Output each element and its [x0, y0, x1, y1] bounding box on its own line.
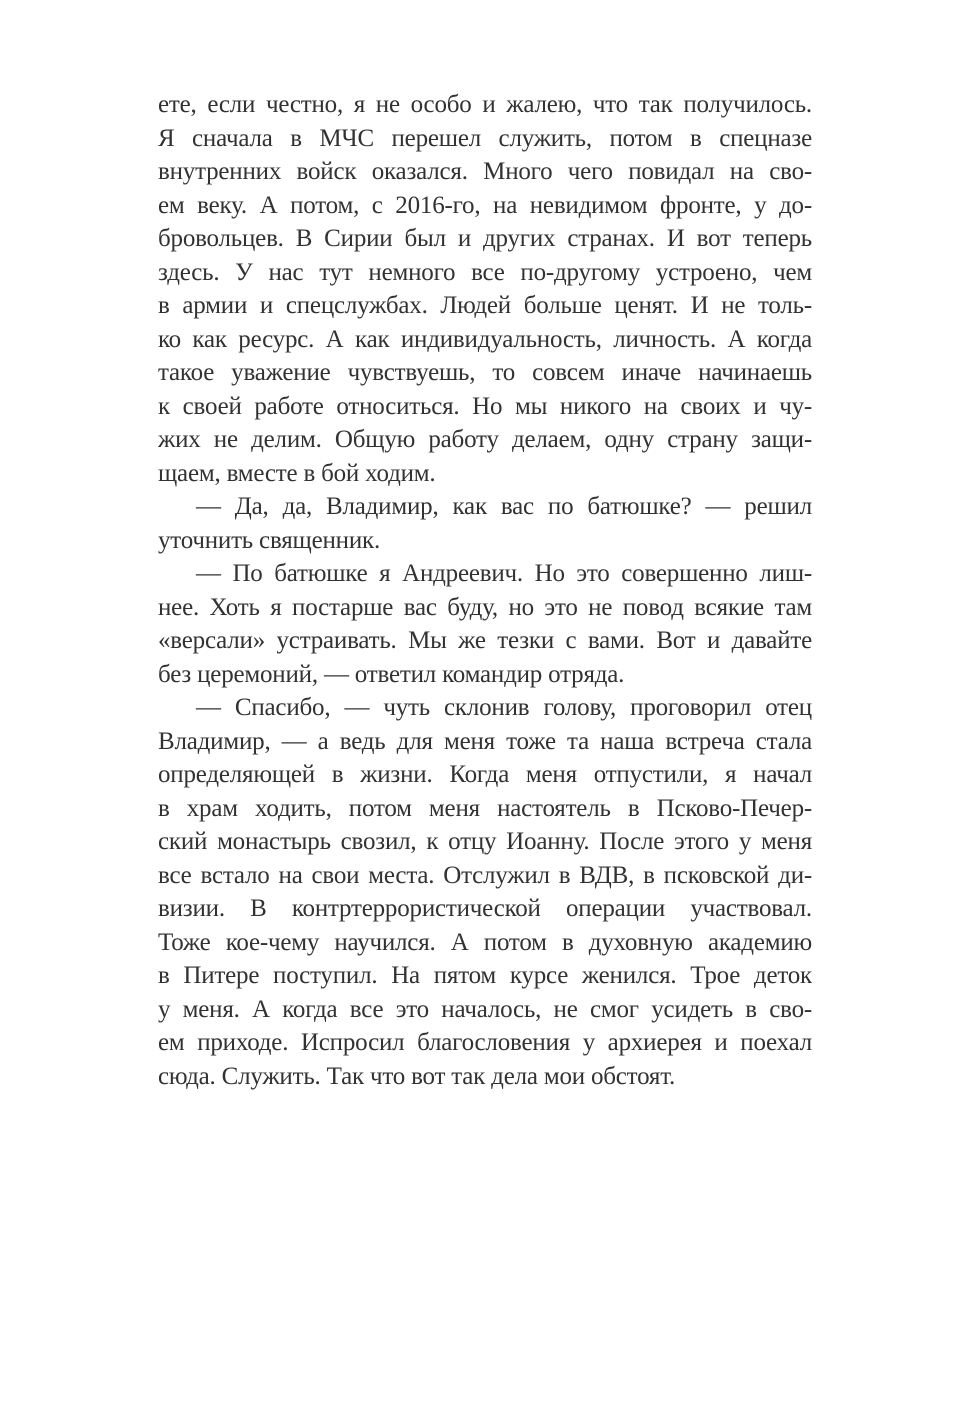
text-line: ский монастырь свозил, к отцу Иоанну. После этого у меня — [158, 828, 812, 855]
text-line: уточнить священник. — [158, 526, 381, 554]
text-line: — По батюшке я Андреевич. Но это совершенно лиш- — [196, 560, 812, 587]
paragraph — [158, 557, 812, 691]
text-line: «версали» устраивать. Мы же тезки с вами. Вот и давайте — [158, 627, 812, 654]
text-line: такое уважение чувствуешь, то совсем иначе начинаешь — [158, 359, 812, 386]
text-line: нее. Хоть я постарше вас буду, но это не повод всякие там — [158, 593, 812, 621]
text-line: без церемоний, — ответил командир отряда. — [158, 660, 625, 688]
text-line: здесь. У нас тут немного все по-другому устроено, чем — [158, 258, 812, 286]
text-line: Владимир, — а ведь для меня тоже та наша встреча стала — [158, 727, 812, 755]
text-line: бровольцев. В Сирии был и других странах. И вот теперь — [158, 225, 812, 252]
paragraph — [158, 691, 812, 1093]
text-line: в армии и спецслужбах. Людей больше ценят. И не толь- — [158, 292, 812, 319]
text-line: визии. В контртеррористической операции участвовал. — [158, 895, 812, 922]
page-text-block — [158, 88, 812, 1093]
text-line: — Спасибо, — чуть склонив голову, проговорил отец — [196, 694, 812, 721]
text-line: ете, если честно, я не особо и жалею, что так получилось. — [158, 91, 812, 118]
text-line: внутренних войск оказался. Много чего повидал на сво- — [158, 158, 812, 185]
paragraph — [158, 490, 812, 557]
text-line: щаем, вместе в бой ходим. — [158, 459, 436, 487]
paragraph — [158, 88, 812, 490]
text-line: в храм ходить, потом меня настоятель в Псково-Печер- — [158, 794, 812, 822]
text-line: ем приходе. Испросил благословения у архиерея и поехал — [158, 1029, 812, 1056]
text-line: жих не делим. Общую работу делаем, одну страну защи- — [158, 426, 812, 453]
text-line: сюда. Служить. Так что вот так дела мои обстоят. — [158, 1062, 676, 1090]
text-line: — Да, да, Владимир, как вас по батюшке? — решил — [196, 493, 812, 520]
text-line: в Питере поступил. На пятом курсе женился. Трое деток — [158, 962, 812, 989]
text-line: Тоже кое-чему научился. А потом в духовную академию — [158, 928, 812, 956]
text-line: к своей работе относиться. Но мы никого на своих и чу- — [158, 392, 812, 420]
text-line: определяющей в жизни. Когда меня отпустили, я начал — [158, 761, 812, 788]
text-line: ем веку. А потом, с 2016-го, на невидимом фронте, у до- — [158, 191, 812, 219]
text-line: все встало на свои места. Отслужил в ВДВ, в псковской ди- — [158, 861, 812, 889]
text-line: ко как ресурс. А как индивидуальность, личность. А когда — [158, 325, 812, 353]
text-line: у меня. А когда все это началось, не смог усидеть в сво- — [158, 995, 812, 1023]
text-line: Я сначала в МЧС перешел служить, потом в спецназе — [158, 124, 812, 152]
